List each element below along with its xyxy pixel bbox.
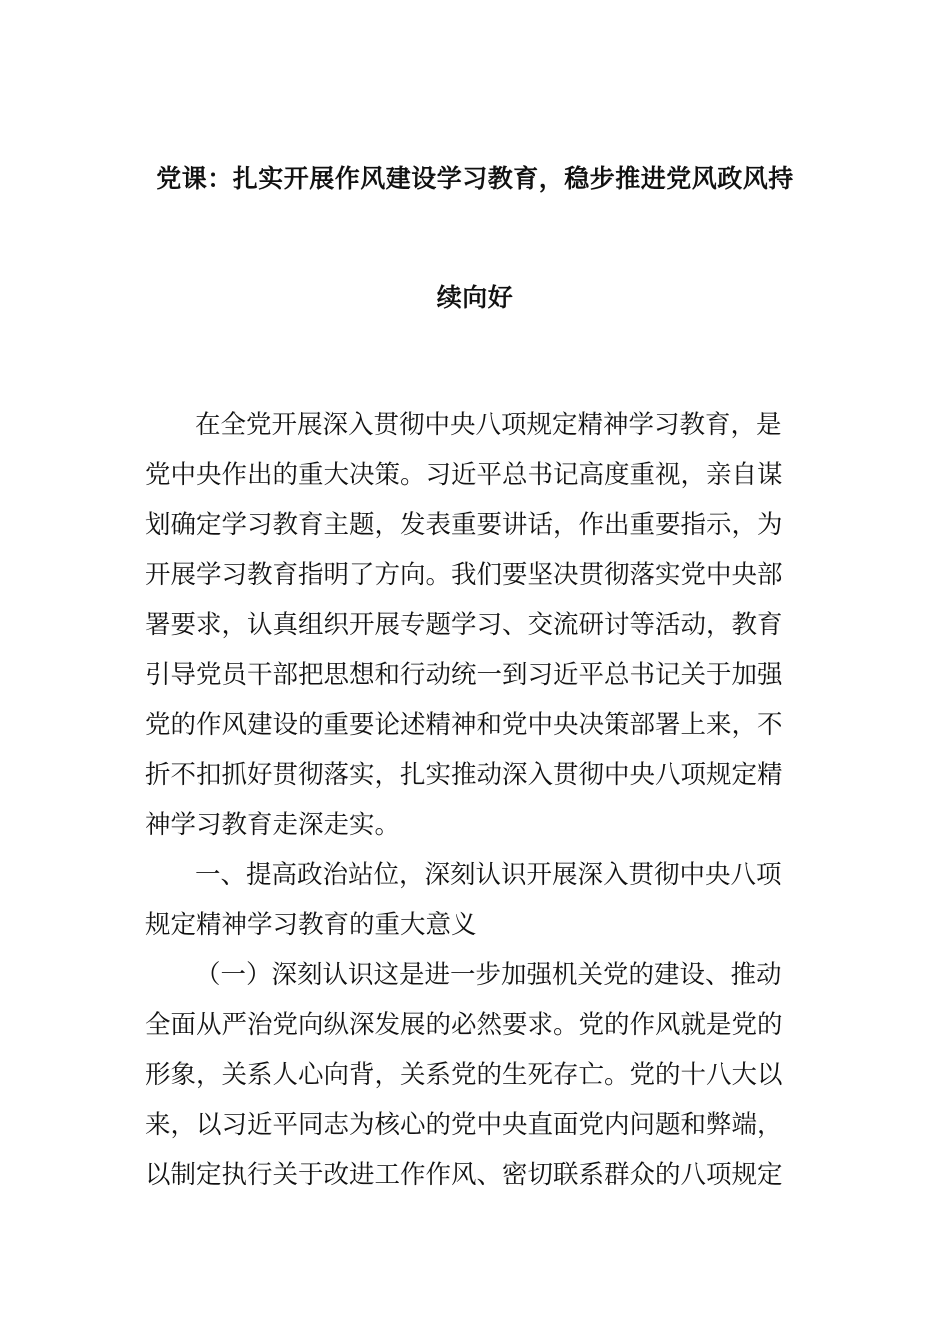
paragraph-1-line-7: 党的作风建设的重要论述精神和党中央决策部署上来，不 (145, 710, 783, 740)
paragraph-1-line-9: 神学习教育走深走实。 (145, 810, 401, 840)
paragraph-1-line-3: 划确定学习教育主题，发表重要讲话，作出重要指示，为 (145, 510, 783, 540)
paragraph-2-line-5: 以制定执行关于改进工作作风、密切联系群众的八项规定 (145, 1160, 783, 1190)
section-heading-line-1: 一、提高政治站位，深刻认识开展深入贯彻中央八项 (195, 860, 782, 890)
section-heading-line-2: 规定精神学习教育的重大意义 (145, 910, 477, 940)
document-title-line-1: 党课：扎实开展作风建设学习教育，稳步推进党风政风持 (156, 164, 794, 193)
paragraph-1-line-2: 党中央作出的重大决策。习近平总书记高度重视，亲自谋 (145, 460, 783, 490)
paragraph-2-line-2: 全面从严治党向纵深发展的必然要求。党的作风就是党的 (145, 1010, 783, 1040)
paragraph-1-line-4: 开展学习教育指明了方向。我们要坚决贯彻落实党中央部 (145, 560, 783, 590)
paragraph-1-line-8: 折不扣抓好贯彻落实，扎实推动深入贯彻中央八项规定精 (145, 760, 783, 790)
paragraph-2-line-1: （一）深刻认识这是进一步加强机关党的建设、推动 (195, 960, 782, 990)
document-title-line-2: 续向好 (436, 283, 514, 312)
paragraph-2-line-3: 形象，关系人心向背，关系党的生死存亡。党的十八大以 (145, 1060, 783, 1090)
paragraph-2-line-4: 来，以习近平同志为核心的党中央直面党内问题和弊端， (145, 1110, 783, 1140)
paragraph-1-line-6: 引导党员干部把思想和行动统一到习近平总书记关于加强 (145, 660, 783, 690)
document-body (145, 400, 815, 1200)
paragraph-1-line-1: 在全党开展深入贯彻中央八项规定精神学习教育，是 (195, 410, 782, 440)
paragraph-1-line-5: 署要求，认真组织开展专题学习、交流研讨等活动，教育 (145, 610, 783, 640)
